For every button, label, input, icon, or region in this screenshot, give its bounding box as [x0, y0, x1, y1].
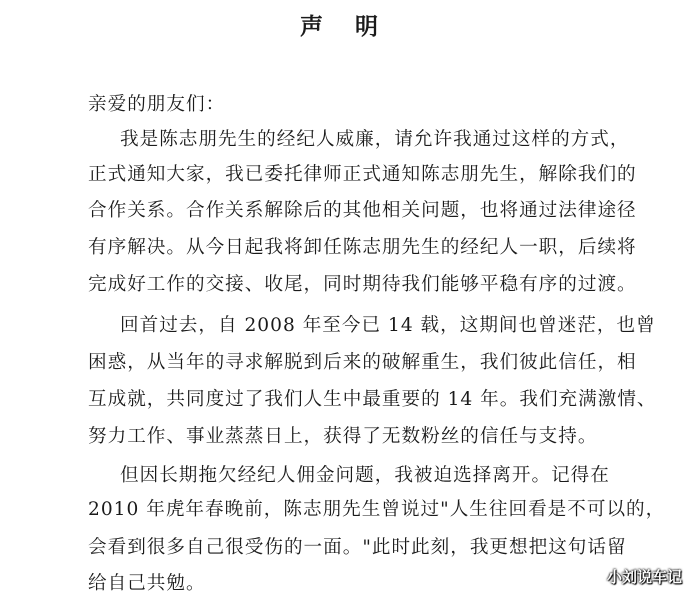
paragraph-3-line-1: 但因长期拖欠经纪人佣金问题，我被迫选择离开。记得在	[120, 465, 610, 486]
paragraph-3-line-4: 给自己共勉。	[88, 573, 206, 594]
paragraph-2-line-2: 困惑，从当年的寻求解脱到后来的破解重生，我们彼此信任，相	[88, 352, 637, 373]
paragraph-2-line-4: 努力工作、事业蒸蒸日上，获得了无数粉丝的信任与支持。	[88, 426, 598, 447]
paragraph-3-line-3: 会看到很多自己很受伤的一面。"此时此刻，我更想把这句话留	[88, 537, 627, 558]
paragraph-1-line-1: 我是陈志朋先生的经纪人威廉，请允许我通过这样的方式，	[120, 129, 630, 150]
paragraph-1-line-3: 合作关系。合作关系解除后的其他相关问题，也将通过法律途径	[88, 200, 637, 221]
salutation-line: 亲爱的朋友们：	[88, 94, 226, 115]
paragraph-2-line-3: 互成就，共同度过了我们人生中最重要的 14 年。我们充满激情、	[88, 389, 657, 410]
source-watermark: 小刘说车记	[606, 568, 682, 586]
document-title: 声 明	[299, 14, 390, 40]
paragraph-1-line-2: 正式通知大家，我已委托律师正式通知陈志朋先生，解除我们的	[88, 164, 637, 185]
paragraph-1-line-4: 有序解决。从今日起我将卸任陈志朋先生的经纪人一职，后续将	[88, 237, 637, 258]
paragraph-1-line-5: 完成好工作的交接、收尾，同时期待我们能够平稳有序的过渡。	[88, 274, 637, 295]
paragraph-3-line-2: 2010 年虎年春晚前，陈志朋先生曾说过"人生往回看是不可以的，	[88, 499, 666, 520]
paragraph-2-line-1: 回首过去，自 2008 年至今已 14 载，这期间也曾迷茫，也曾	[120, 315, 656, 336]
